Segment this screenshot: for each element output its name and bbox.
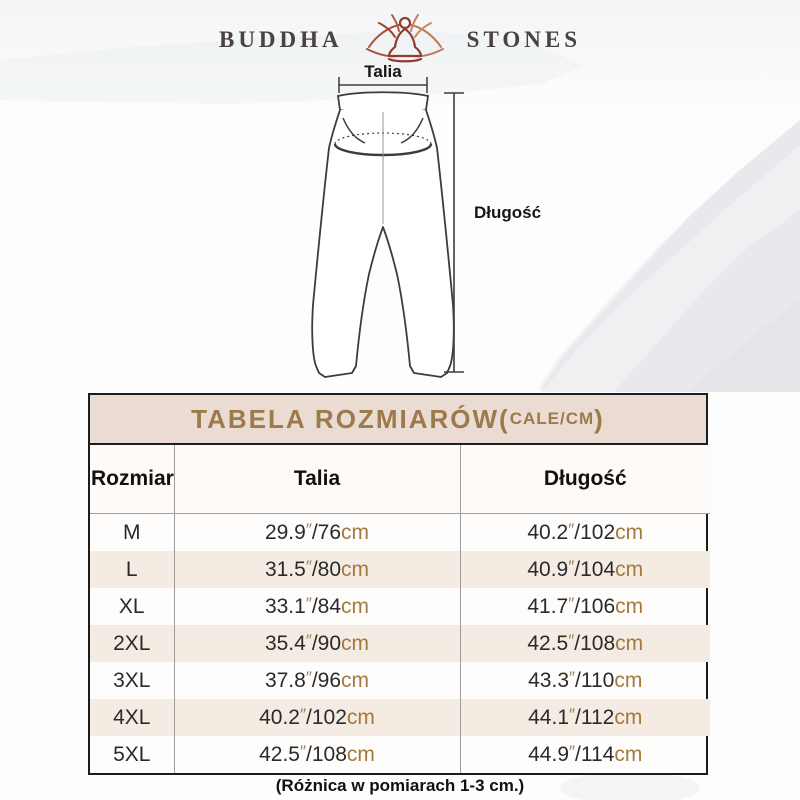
length-cell: 44.9″/114cm: [460, 736, 710, 773]
size-row: [90, 699, 710, 736]
measurement-tolerance-note: (Różnica w pomiarach 1-3 cm.): [275, 776, 525, 795]
col-header-waist: Talia: [174, 445, 460, 514]
size-chart: [88, 393, 708, 775]
waist-cell: 42.5″/108cm: [174, 736, 460, 773]
waist-cell: 37.8″/96cm: [174, 662, 460, 699]
waist-cell: 29.9″/76cm: [174, 514, 460, 552]
size-cell: 3XL: [113, 668, 151, 692]
size-cell: M: [123, 520, 141, 544]
length-cell: 40.9″/104cm: [460, 551, 710, 588]
length-cell: 42.5″/108cm: [460, 625, 710, 662]
size-cell: 2XL: [90, 625, 174, 662]
length-cell: 40.2″/102cm: [460, 514, 710, 552]
brand-word-right: STONES: [466, 27, 582, 52]
size-cell: 4XL: [90, 699, 174, 736]
title-close-paren: ): [594, 403, 605, 434]
size-row: [90, 551, 710, 588]
pants-diagram: [280, 60, 560, 390]
brand-word-left: BUDDHA: [218, 27, 343, 52]
size-table: [90, 445, 710, 773]
waist-cell: 40.2″/102cm: [174, 699, 460, 736]
size-cell: XL: [118, 594, 145, 618]
header-row: [90, 445, 710, 514]
length-label: Długość: [474, 203, 542, 222]
size-cell: L: [90, 551, 174, 588]
length-cell: 43.3″/110cm: [460, 662, 710, 699]
size-table-body: [90, 514, 710, 774]
length-cell: 41.7″/106cm: [460, 588, 710, 625]
waist-cell: 31.5″/80cm: [174, 551, 460, 588]
size-chart-title: [90, 395, 706, 445]
col-header-length: Długość: [460, 445, 710, 514]
size-row: [90, 588, 710, 625]
title-open-paren: (: [499, 403, 510, 434]
size-row: [90, 625, 710, 662]
waist-cell: 35.4″/90cm: [174, 625, 460, 662]
size-row: [90, 514, 710, 552]
size-row: [90, 736, 710, 773]
size-row: [90, 662, 710, 699]
length-cell: 44.1″/112cm: [460, 699, 710, 736]
waist-cell: 33.1″/84cm: [174, 588, 460, 625]
brand-logo: [0, 10, 800, 70]
col-header-size: Rozmiar: [90, 445, 174, 514]
title-units: CALE/CM: [509, 409, 595, 428]
size-cell: 5XL: [113, 742, 151, 766]
title-main: TABELA ROZMIARÓW: [191, 403, 500, 434]
waist-label: Talia: [364, 62, 402, 81]
